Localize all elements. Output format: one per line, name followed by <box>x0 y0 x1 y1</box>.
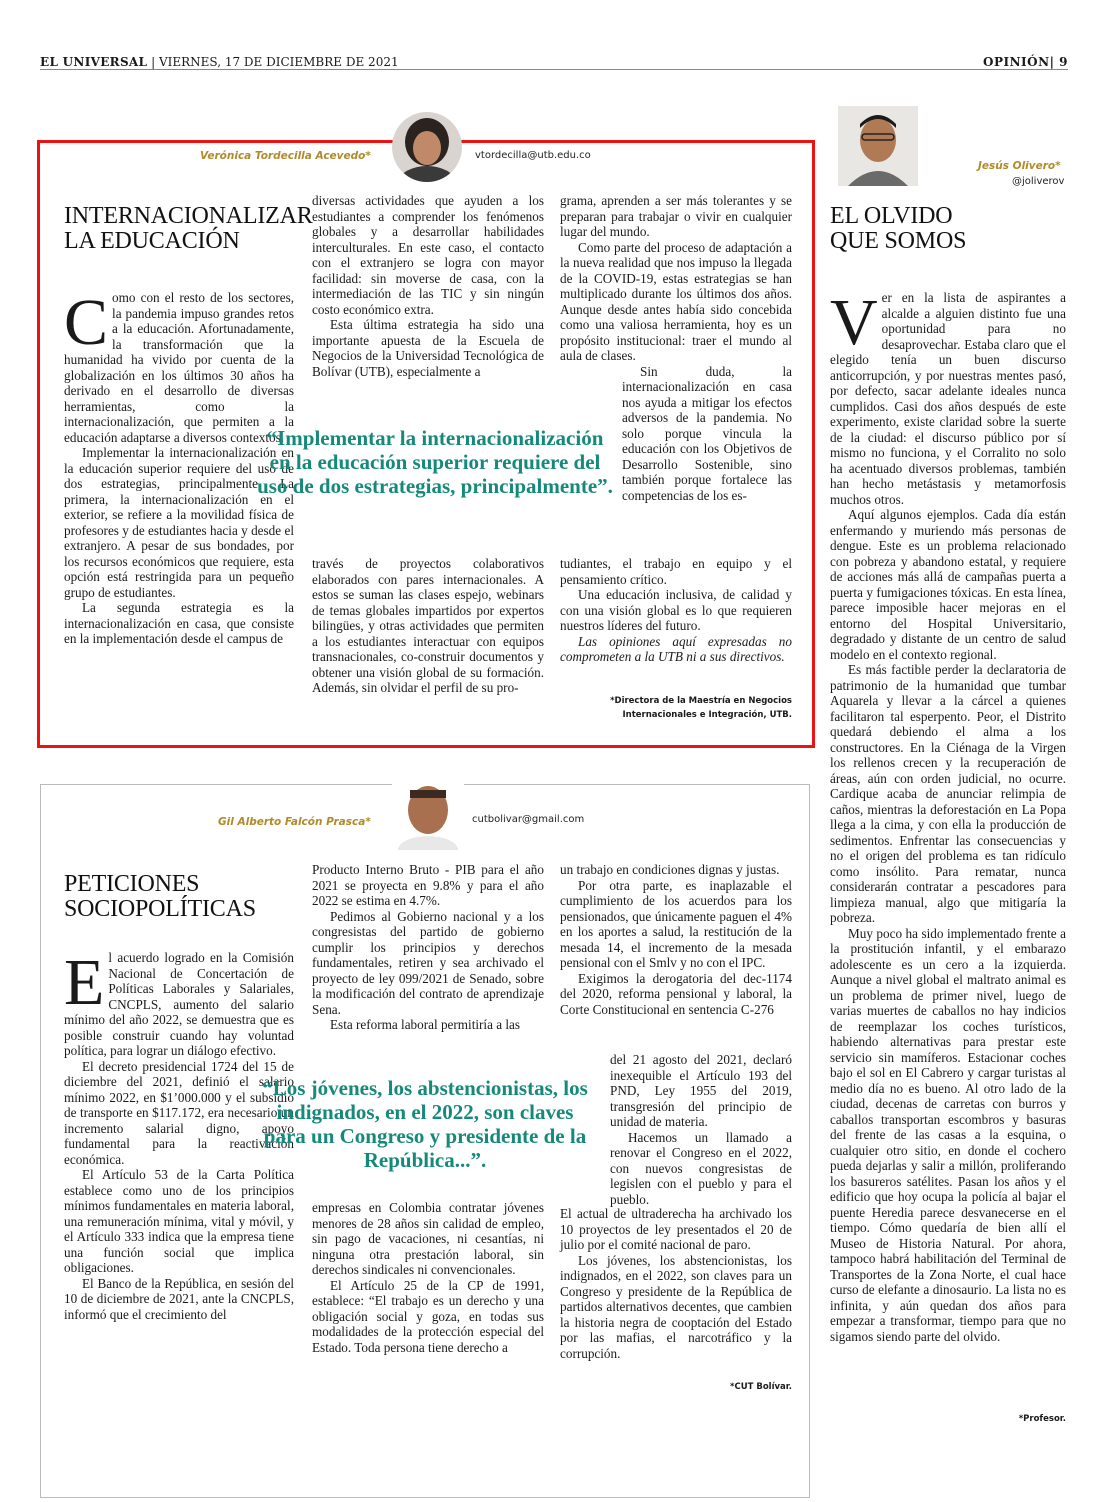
paragraph: La segunda estrategia es la internacionalización en casa, que consiste en la implementación desde el campus de <box>64 600 294 646</box>
article-column-3c <box>560 1206 792 1376</box>
paragraph: grama, aprenden a ser más tolerantes y se preparan para trabajar o vivir en cualquier lugar del mundo. <box>560 193 792 239</box>
paragraph: Los jóvenes, los abstencionistas, los indignados, en el 2022, son claves para un Congreso y presidente de la República de partidos alternativos decentes, que cambien la historia negra de cooptación del Estado por las mafias, el narcotráfico y la corrupción. <box>560 1252 792 1361</box>
paragraph: tudiantes, el trabajo en equipo y el pensamiento crítico. <box>560 556 792 587</box>
author-email[interactable]: cutbolivar@gmail.com <box>472 814 585 825</box>
article-column-2a <box>312 193 544 408</box>
title-line-2: SOCIOPOLÍTICAS <box>64 896 256 922</box>
author-photo <box>838 106 918 186</box>
author-photo <box>392 112 462 182</box>
paragraph: El Artículo 53 de la Carta Política establece como uno de los principios mínimos fundamentales en materia laboral, una remuneración mínima, vital y móvil, y el Artículo 333 indica que la empresa tiene una función social que implica obligaciones. <box>64 1167 294 1275</box>
paragraph: El actual de ultraderecha ha archivado los 10 proyectos de ley presentados el 20 de julio por el comité nacional de paro. <box>560 1206 792 1252</box>
paragraph: del 21 agosto del 2021, declaró inexequible el Artículo 193 del PND, Ley 1955 del 2019, transgresión del principio de unidad de materia. <box>610 1052 792 1129</box>
paragraph: Pedimos al Gobierno nacional y a los congresistas del partido de gobierno cumplir los principios y derechos fundamentales, retiren y sea archivado el proyecto de ley 099/2021 de Senado, sobre la modificación del contrato de aprendizaje Sena. <box>312 908 544 1017</box>
header-left: EL UNIVERSAL | VIERNES, 17 DE DICIEMBRE DE 2021 <box>40 54 399 69</box>
title-line-1: EL OLVIDO <box>830 203 953 229</box>
paragraph: Por otra parte, es inaplazable el cumplimiento de los acuerdos para los pensionados, que únicamente paguen el 4% en los aportes a salud, la restitución de la mesada 14, el incremento de la mesada pensional con el Smlv y no con el IPC. <box>560 877 792 970</box>
title-line-1: INTERNACIONALIZAR <box>64 203 313 229</box>
article-title <box>64 872 304 922</box>
disclaimer: Las opiniones aquí expresadas no comprometen a la UTB ni a sus directivos. <box>560 633 792 664</box>
paragraph: Exigimos la derogatoria del dec-1174 del 2020, reforma pensional y laboral, la Corte Constitucional en sentencia C-276 <box>560 970 792 1017</box>
article-column-3b <box>560 556 792 681</box>
pull-quote: “Implementar la internacionalización en la educación superior requiere del uso de dos estrategias, principalmente”. <box>257 426 613 498</box>
paragraph: Esta última estrategia ha sido una importante apuesta de la Escuela de Negocios de la Universidad Tecnológica de Bolívar (UTB), especialmente a <box>312 317 544 379</box>
title-line-2: QUE SOMOS <box>830 228 967 254</box>
page-number: 9 <box>1059 54 1068 69</box>
issue-date: VIERNES, 17 DE DICIEMBRE DE 2021 <box>158 54 399 69</box>
pull-quote: “Los jóvenes, los abstencionistas, los indignados, en el 2022, son claves para un Congreso y presidente de la República...”. <box>262 1076 588 1172</box>
article-column-3a <box>560 193 792 553</box>
paragraph: Sin duda, la internacionalización en casa nos ayuda a mitigar los efectos adversos de la pandemia. No solo porque vincula la educación con los Objetivos de Desarrollo Sostenible, sino también porque fortalece las competencias de los es- <box>622 363 792 503</box>
paragraph: El Banco de la República, en sesión del 10 de diciembre de 2021, ante la CNCPLS, informó que el crecimiento del <box>64 1275 294 1322</box>
title-line-1: PETICIONES <box>64 871 200 897</box>
author-photo <box>392 778 464 850</box>
paragraph: er en la lista de aspirantes a alcalde a alguien distinto fue una oportunidad para no desaprovechar. Estaba claro que el elegido tenía un buen discurso anticorrupción, y por nuestras mentes pasó, por defecto, sacar adelante ideales nunca cumplidos. Casi dos años después de este experimento, existe claridad sobre la suerte de la ciudad: el discurso público por sí mismo no funciona, y el Corralito no solo ha acentuado diversos problemas, también han hecho metástasis y metamorfosis muchos otros. <box>830 290 1066 507</box>
article-title <box>64 203 313 254</box>
paragraph: empresas en Colombia contratar jóvenes menores de 28 años sin calidad de empleo, sin pago de vacaciones, ni cesantías, ni ninguna otra prestación laboral, sin derechos sindicales ni convencionales. <box>312 1200 544 1277</box>
article-column-2b <box>312 556 544 731</box>
author-name: Jesús Olivero* <box>978 160 1061 172</box>
paragraph: Aquí algunos ejemplos. Cada día están enfermando y muriendo más personas de dengue. Este es un problema relacionado con pobreza y abandono estatal, y requiere de acciones más allá de campañas puerta a puerta y fumigaciones tóxicas. En esta línea, parece imposible hacer mejoras en el entorno del Hospital Universitario, degradado y distante de un centro de salud modelo en el contexto regional. <box>830 507 1066 662</box>
paragraph: Producto Interno Bruto - PIB para el año 2021 se proyecta en 9.8% y para el año 2022 se estima en 4.7%. <box>312 862 544 908</box>
paragraph: l acuerdo logrado en la Comisión Nacional de Concertación de Políticas Laborales y Salariales, CNCPLS, aumento del salario mínimo del año 2022, se demuestra que es posible construir cuando hay voluntad política, para lograr un diálogo efectivo. <box>64 950 294 1058</box>
paragraph: Una educación inclusiva, de calidad y con una visión global es lo que requieren nuestros líderes del futuro. <box>560 587 792 633</box>
author-bio: *Profesor. <box>1018 1414 1066 1424</box>
article-column-2b <box>312 1200 544 1400</box>
paragraph: Como parte del proceso de adaptación a la nueva realidad que nos impuso la llegada de la COVID-19, estas estrategias se han multiplicado durante los últimos dos años. Aunque desde antes había sido concebida como una valiosa herramienta, hoy es un propósito institucional: traer el mundo al aula de clases. <box>560 239 792 363</box>
bio-line-2: Internacionales e Integración, UTB. <box>622 710 792 720</box>
article-column-1 <box>64 946 294 1400</box>
drop-cap: E <box>64 946 105 1019</box>
drop-cap: C <box>64 286 109 359</box>
author-email[interactable]: vtordecilla@utb.edu.co <box>475 150 591 161</box>
paragraph: un trabajo en condiciones dignas y justas. <box>560 862 780 877</box>
author-bio: *CUT Bolívar. <box>730 1382 792 1392</box>
paragraph: Implementar la internacionalización en la educación superior requiere del uso de dos estrategias, principalmente. La primera, la internacionalización en el exterior, se refiere a la movilidad física de profesores y de estudiantes hacia y desde el extranjero. A pesar de sus bondades, por los recursos económicos que requiere, esta opción está restringida para un pequeño grupo de estudiantes. <box>64 445 294 600</box>
author-name: Verónica Tordecilla Acevedo* <box>200 150 371 162</box>
article-column-3a <box>560 862 792 1052</box>
bio-line-1: *Directora de la Maestría en Negocios <box>610 696 792 706</box>
paragraph: Muy poco ha sido implementado frente a la prostitución infantil, y el embarazo adolescente es un cero a la izquierda. Aunque a nivel global el maltrato animal es un problema de primer nivel, luego de varias muertes de caballos no hay indicios de reemplazar los coches turísticos, habiendo alternativas para prestar este servicio sin mamíferos. Estacionar coches bajo el sol en El Cabrero y cargar turistas al medio día no es bueno. Al otro lado de la ciudad, decenas de carretas con burros y caballos transportan escombros y basuras del frente de las casas a la esquina, o cualquier otro sitio, en donde el cochero pueda dejarlas y salir a millón, proliferando los basureros satélites. Pasan los años y el edificio que hoy ocupa la policía al bajar el puente Heredia parece desvanecerse en el tiempo. Cómo quedaría de bien allí el Museo de Historia Natural. Por ahora, tampoco habrá habilitación del Terminal de Transportes de la Zona Norte, el cual hace curso de elefante a dinosaurio. La lista no es infinita, y aún quedan dos años para empezar a transformar, tiempo para que no sigamos siendo parte del olvido. <box>830 925 1066 1344</box>
author-name: Gil Alberto Falcón Prasca* <box>218 816 371 828</box>
paper-name: EL UNIVERSAL <box>40 54 148 69</box>
page-header <box>40 54 1068 70</box>
author-handle[interactable]: @joliverov <box>1012 176 1065 187</box>
paragraph: omo con el resto de los sectores, la pandemia impuso grandes retos a la educación. Afortunadamente, la transformación que la humanidad ha vivido por cuenta de la globalización en los últimos 30 años ha derivado en el desarrollo de diversas herramientas, como la internacionalización, que permiten a la educación adaptarse a diversos contextos. <box>64 290 294 445</box>
paragraph: Esta reforma laboral permitiría a las <box>330 1017 521 1032</box>
article-title <box>830 204 1070 254</box>
title-line-2: LA EDUCACIÓN <box>64 228 240 254</box>
drop-cap: V <box>830 286 878 359</box>
article-column-1 <box>64 286 294 730</box>
paragraph: Hacemos un llamado a renovar el Congreso en el 2022, con nuevos congresistas de legislen con el pueblo y para el pueblo. <box>610 1129 792 1207</box>
paragraph: través de proyectos colaborativos elaborados con pares internacionales. A estos se suman las clases espejo, webinars de temas globales impartidos por expertos bilingües, y otras actividades que permiten a los estudiantes interactuar con equipos transnacionales, co-construir documentos y obtener una visión global de su formación. Además, sin olvidar el perfil de su pro- <box>312 556 544 695</box>
article-column-2a <box>312 862 544 1052</box>
paragraph: diversas actividades que ayuden a los estudiantes a comprender los fenómenos globales y a desarrollar habilidades interculturales. En este caso, el contacto con el extranjero se logra con mayor facilidad: sin moverse de casa, con la intermediación de las TIC y sin ningún costo económico extra. <box>312 193 544 317</box>
header-right: OPINIÓN| 9 <box>983 54 1068 69</box>
section-name: OPINIÓN <box>983 54 1050 69</box>
paragraph: Es más factible perder la declaratoria de patrimonio de la humanidad que tumbar Aquarela y llevar a la cárcel a quienes facilitaron tal esperpento. Peor, el Distrito quedará debiendo el alma a los constructores. En la Ciénaga de la Virgen los rellenos crecen y la recuperación de áreas, aún con orden judicial, no ocurre. Cardique acaba de anunciar relimpia de caños, mientras la deforestación en La Popa llega a la cima, y con ella la producción de sedimentos. Enfrentar las consecuencias y no el origen del problema es tan ridículo como insólito. Para rematar, nunca considerarán contratar a pescadores para limpieza manual, algo que mitigaría la pobreza. <box>830 662 1066 925</box>
article-body <box>830 286 1066 1410</box>
author-bio <box>560 694 792 722</box>
article-column-3b <box>610 1052 792 1207</box>
paragraph: El Artículo 25 de la CP de 1991, establece: “El trabajo es un derecho y una obligación social y goza, en todas sus modalidades de la protección especial del Estado. Toda persona tiene derecho a <box>312 1277 544 1355</box>
paragraph: El decreto presidencial 1724 del 15 de diciembre del 2021, definió el salario mínimo 2022, en $1’000.000 y el subsidio de transporte en $117.172, era necesario un incremento salarial digno, apoyo fundamental para la reactivación económica. <box>64 1058 294 1167</box>
